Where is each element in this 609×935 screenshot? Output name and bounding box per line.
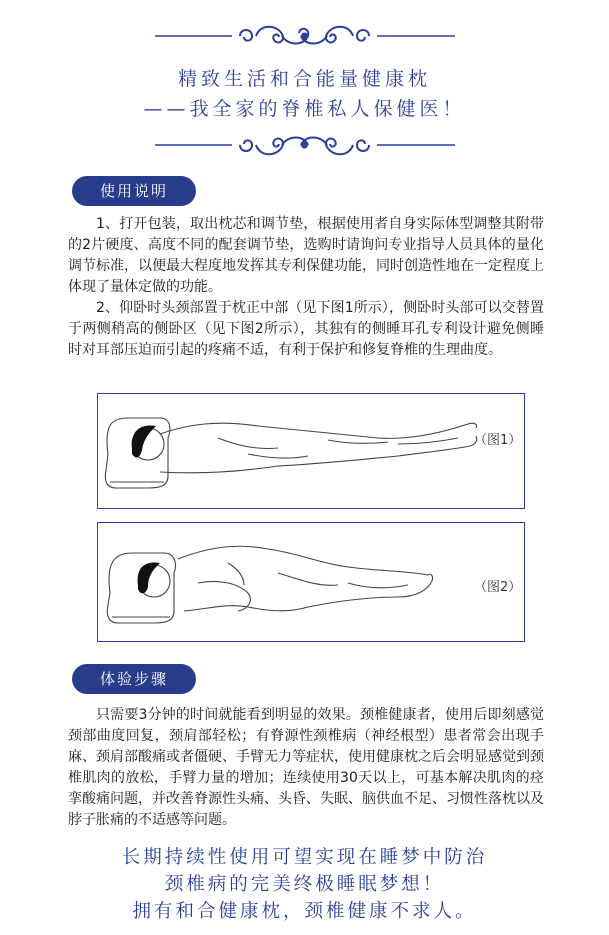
usage-text xyxy=(68,214,544,361)
figure-1-label: （图1） xyxy=(474,433,522,448)
figure-1-box xyxy=(97,393,525,509)
experience-paragraph: 只需要3分钟的时间就能看到明显的效果。颈椎健康者，使用后即刻感觉颈部曲度回复，颈肩部轻松；有脊源性颈椎病（神经根型）患者常会出现手麻、颈肩部酸痛或者僵硬、手臂无力等症状，使用健康枕之后会明显感觉到颈椎肌肉的放松，手臂力量的增加；连续使用30天以上，可基本解决肌肉的痉挛酸痛问题，并改善脊源性头痛、头昏、失眠、脑供血不足、习惯性落枕以及脖子胀痛的不适感等问题。 xyxy=(68,707,544,828)
supine-sleeper-illustration xyxy=(98,394,524,508)
experience-text xyxy=(68,705,544,831)
figure-2-box xyxy=(97,522,525,642)
title-line-2: ——我全家的脊椎私人保健医！ xyxy=(143,98,466,120)
slogan-line-2: 颈椎病的完美终极睡眠梦想！ xyxy=(164,874,445,895)
usage-section-label: 使用说明 xyxy=(72,176,196,206)
title-line-1: 精致生活和合能量健康枕 xyxy=(177,68,431,90)
slogan-line-1: 长期持续性使用可望实现在睡梦中防治 xyxy=(121,847,488,868)
slogan-line-3: 拥有和合健康枕，颈椎健康不求人。 xyxy=(132,901,477,922)
usage-paragraph-2: 2、仰卧时头颈部置于枕正中部（见下图1所示），侧卧时头部可以交替置于两侧稍高的侧卧区（见下图2所示），其独有的侧睡耳孔专利设计避免侧睡时对耳部压迫而引起的疼痛不适，有利于保护和修复脊椎的生理曲度。 xyxy=(68,300,544,358)
bottom-scroll-ornament xyxy=(0,125,609,165)
top-scroll-ornament xyxy=(0,16,609,56)
experience-section-label: 体验步骤 xyxy=(72,664,196,694)
side-sleeper-illustration xyxy=(98,523,524,641)
usage-paragraph-1: 1、打开包装，取出枕芯和调节垫，根据使用者自身实际体型调整其附带的2片硬度、高度不同的配套调节垫，选购时请询问专业指导人员具体的量化调节标准，以便最大程度地发挥其专利保健功能，同时创造性地在一定程度上体现了量体定做的功能。 xyxy=(68,216,544,295)
figure-2-label: （图2） xyxy=(474,580,522,595)
